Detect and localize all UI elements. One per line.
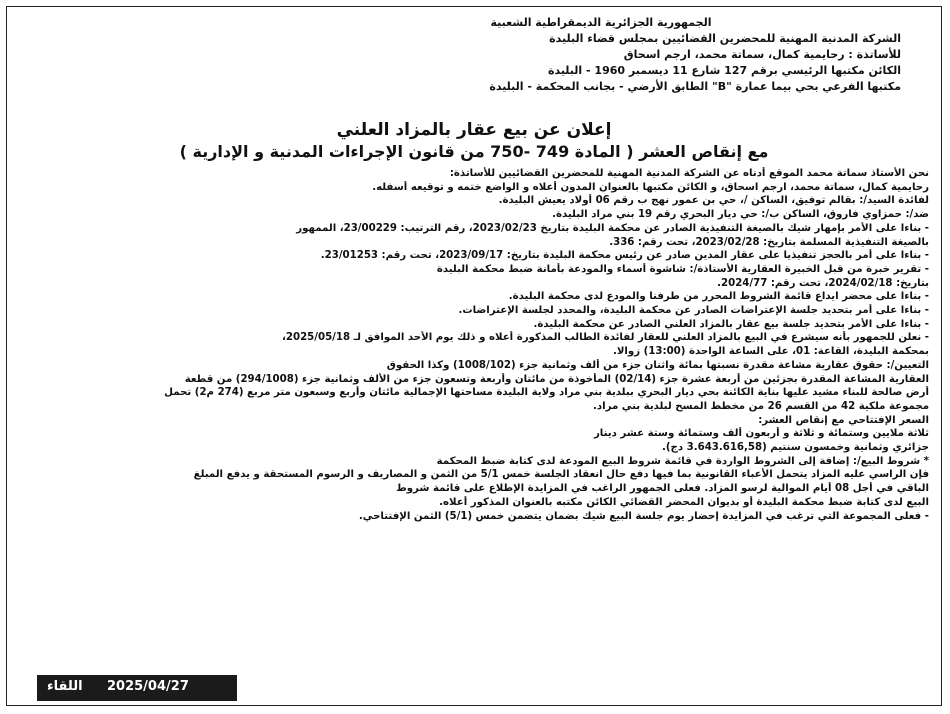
branch-office-address: مكتبها الفرعي بحي بيما عمارة "B" الطابق الأرضي - بجانب المحكمة - البليدة [489,80,901,93]
body-line: ثلاثة ملايين وستمائة و ثلاثة و أربعون ألف وستمائة وستة عشر دينار [593,428,929,440]
body-line: - بناءا على الأمر بإمهار شيك بالصيغة التنفيذية الصادر عن محكمة البليدة بتاريخ 2023/02/23، رقم الترتيب: 23/00229، الممهور [296,222,929,234]
body-line: - نعلن للجمهور بأنه سيشرع في البيع بالمزاد العلني للعقار لفائدة الطالب المذكورة أعلاه و ذلك يوم الأحد الموافق لـ 2025/05/18، [282,332,929,344]
body-line: السعر الإفتتاحي مع إنقاص العشر: [758,414,929,426]
body-line: مجموعة ملكية 42 من القسم 26 من مخطط المسح لبلدية بني مراد. [593,400,929,412]
body-line: لفائدة السيد/: بقالم توفيق، الساكن /، حي بن عمور نهج ب رقم 06 أولاد يعيش البليدة. [498,195,929,207]
body-line: - بناءا على الأمر بتحديد جلسة بيع عقار بالمزاد العلني الصادر عن محكمة البليدة. [533,318,929,330]
newspaper-name: اللقاء [47,679,83,694]
body-line: ضد/: حمزاوي فاروق، الساكن ب/: حي ديار البحري رقم 19 بني مراد البليدة. [552,209,929,221]
body-line: العقارية المشاعة المقدرة بجزئين من أربعة عشرة جزء (02/14) المأخوذة من مائتان وأربعة وتسعون جزء من الألف وثمانية جزء (294/1008) من قطعة [184,373,929,385]
letterhead [301,15,901,95]
announcement-title [7,119,941,163]
body-line: رحايمية كمال، سماتة محمد، ارجم اسحاق، و الكائن مكتبها بالعنوان المدون أعلاه و الواضع ختمه و توقيعه أسفله. [372,181,929,193]
body-line: أرض صالحة للبناء مشيد عليها بناية الكائنة بحي ديار البحري ببلدية بني مراد ولاية البليدة مساحتها الإجمالية مائتان وأربع وسبعون متر مربع (274 م2) تحمل [164,387,929,399]
body-line: - بناءا على أمر بالحجز تنفيذيا على عقار المدين صادر عن رئيس محكمة البليدة بتاريخ: 2023/09/17، تحت رقم: 23/01253. [320,250,929,262]
title-line-1: إعلان عن بيع عقار بالمزاد العلني [336,120,612,140]
body-line: التعيين/: حقوق عقارية مشاعة مقدرة نسبتها بمائة واثنان جزء من ألف وثمانية جزء (1008/102) وكذا الحقوق [386,359,929,371]
body-line: جزائري وثمانية وخمسون سنتيم (3.643.616,58 دج). [661,442,929,454]
body-line: - تقرير خبرة من قبل الخبيرة العقارية الأستاذة/: شاشوة أسماء والمودعة بأمانة ضبط محكمة البليدة [436,263,929,275]
body-line: * شروط البيع/: إضافة إلى الشروط الواردة في قائمة شروط البيع المودعة لدى كتابة ضبط المحكمة [436,455,929,467]
title-line-2: مع إنقاص العشر ( المادة 749 -750 من قانون الإجراءات المدنية و الإدارية ) [179,142,769,161]
body-line: - بناءا على أمر بتحديد جلسة الإعتراضات الصادر عن محكمة البليدة، والمحدد لجلسة الإعتراضات. [458,305,929,317]
body-line: البيع لدى كتابة ضبط محكمة البليدة أو بديوان المحضر القضائي الكائن مكتبه بالعنوان المذكور أعلاه. [439,496,929,508]
republic-heading: الجمهورية الجزائرية الديمقراطية الشعبية [490,16,712,29]
body-line: - فعلى المجموعة التي ترغب في المزايدة إحضار يوم جلسة البيع شيك بضمان يتضمن خمس (5/1) الثمن الإفتتاحي. [358,510,929,522]
body-line: الباقي في أجل 08 أيام الموالية لرسو المزاد. فعلى الجمهور الراغب في المزايدة الإطلاع على قائمة شروط [396,483,929,495]
body-line: فإن الراسي عليه المزاد يتحمل الأعباء القانونية بما فيها دفع حال انعقاد الجلسة خمس 5/1 من الثمن و المصاريف و الرسوم المستحقة و يدفع المبلغ [193,469,929,481]
company-name: الشركة المدنية المهنية للمحضرين القضائيين بمجلس قضاء البليدة [549,32,901,45]
body-line: - بناءا على محضر ايداع قائمة الشروط المحرر من طرفنا والمودع لدى محكمة البليدة. [508,291,929,303]
issue-date: 2025/04/27 [107,679,189,694]
body-line: بتاريخ: 2024/02/18، تحت رقم: 2024/77. [717,277,929,289]
announcement-page [6,6,942,706]
body-line: بمحكمة البليدة، القاعة: 01، على الساعة الواحدة (13:00) زوالا. [612,346,929,358]
body-line: بالصيغة التنفيذية المسلمة بتاريخ: 2023/02/28، تحت رقم: 336. [609,236,929,248]
newspaper-footer-bar [37,675,237,701]
body-line: نحن الأستاذ سماتة محمد الموقع أدناه عن الشركة المدنية المهنية للمحضرين القضائيين للأساتذة: [449,168,929,179]
announcement-body [19,167,929,523]
professors-line: للأساتذة : رحايمية كمال، سماتة محمد، ارجم اسحاق [623,48,901,61]
main-office-address: الكائن مكتبها الرئيسي برقم 127 شارع 11 ديسمبر 1960 - البليدة [547,64,901,77]
